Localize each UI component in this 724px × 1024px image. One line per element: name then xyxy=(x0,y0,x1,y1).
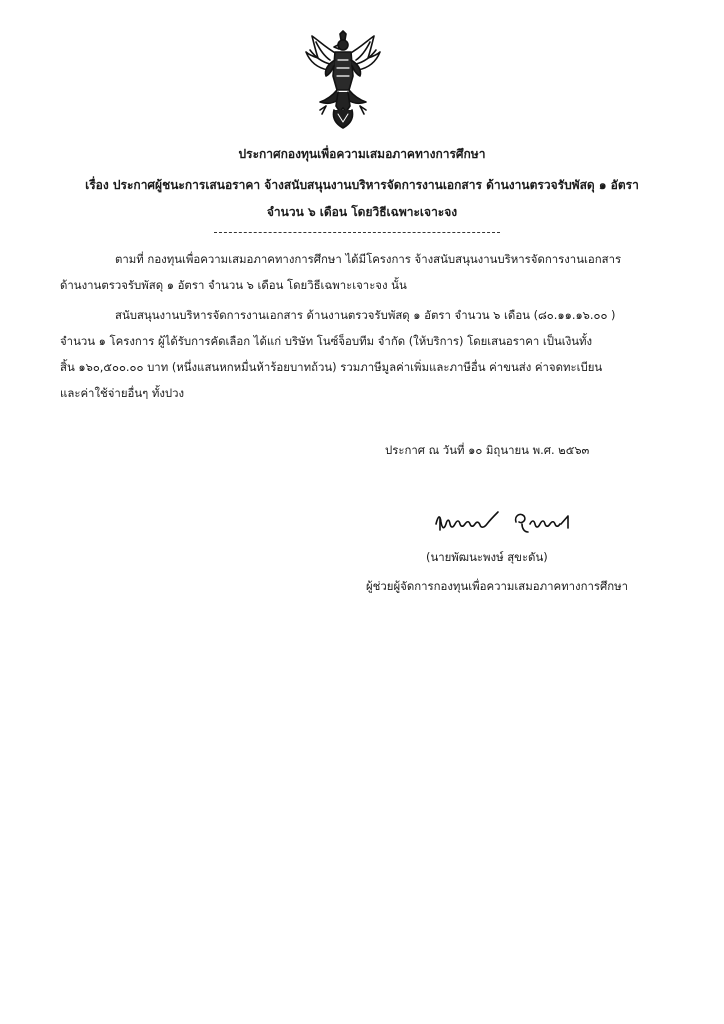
paragraph-2-line-1: สนับสนุนงานบริหารจัดการงานเอกสาร ด้านงานตรวจรับพัสดุ ๑ อัตรา จำนวน ๖ เดือน (๘๐.๑๑.๑๖.๐๐ ) xyxy=(115,308,616,322)
title-divider xyxy=(214,232,500,233)
signatory-name: (นายพัฒนะพงษ์ สุขะดัน) xyxy=(426,550,548,564)
subject-line-1: เรื่อง ประกาศผู้ชนะการเสนอราคา จ้างสนับสนุนงานบริหารจัดการงานเอกสาร ด้านงานตรวจรับพัสดุ ๑ อัตรา xyxy=(85,178,639,192)
paragraph-2-line-2: จำนวน ๑ โครงการ ผู้ได้รับการคัดเลือก ได้แก่ บริษัท โนซ์จ็อบทีม จำกัด (ให้บริการ) โดยเสนอราคา เป็นเงินทั้ง xyxy=(60,334,593,348)
paragraph-2-line-4: และค่าใช้จ่ายอื่นๆ ทั้งปวง xyxy=(60,386,185,400)
signatory-position: ผู้ช่วยผู้จัดการกองทุนเพื่อความเสมอภาคทางการศึกษา xyxy=(366,579,629,593)
garuda-emblem-icon xyxy=(304,30,382,130)
subject-line-2: จำนวน ๖ เดือน โดยวิธีเฉพาะเจาะจง xyxy=(266,205,458,219)
announcement-title: ประกาศกองทุนเพื่อความเสมอภาคทางการศึกษา xyxy=(238,147,486,161)
paragraph-1-line-1: ตามที่ กองทุนเพื่อความเสมอภาคทางการศึกษา ได้มีโครงการ จ้างสนับสนุนงานบริหารจัดการงานเอกสาร xyxy=(115,252,622,266)
handwritten-signature xyxy=(432,502,582,542)
announce-date: ประกาศ ณ วันที่ ๑๐ มิถุนายน พ.ศ. ๒๕๖๓ xyxy=(385,443,590,457)
paragraph-2-line-3: สิ้น ๑๖๐,๕๐๐.๐๐ บาท (หนึ่งแสนหกหมื่นห้าร้อยบาทถ้วน) รวมภาษีมูลค่าเพิ่มและภาษีอื่น ค่าขนส่ง ค่าจดทะเบียน xyxy=(60,360,603,374)
paragraph-1-line-2: ด้านงานตรวจรับพัสดุ ๑ อัตรา จำนวน ๖ เดือน โดยวิธีเฉพาะเจาะจง นั้น xyxy=(60,278,407,292)
